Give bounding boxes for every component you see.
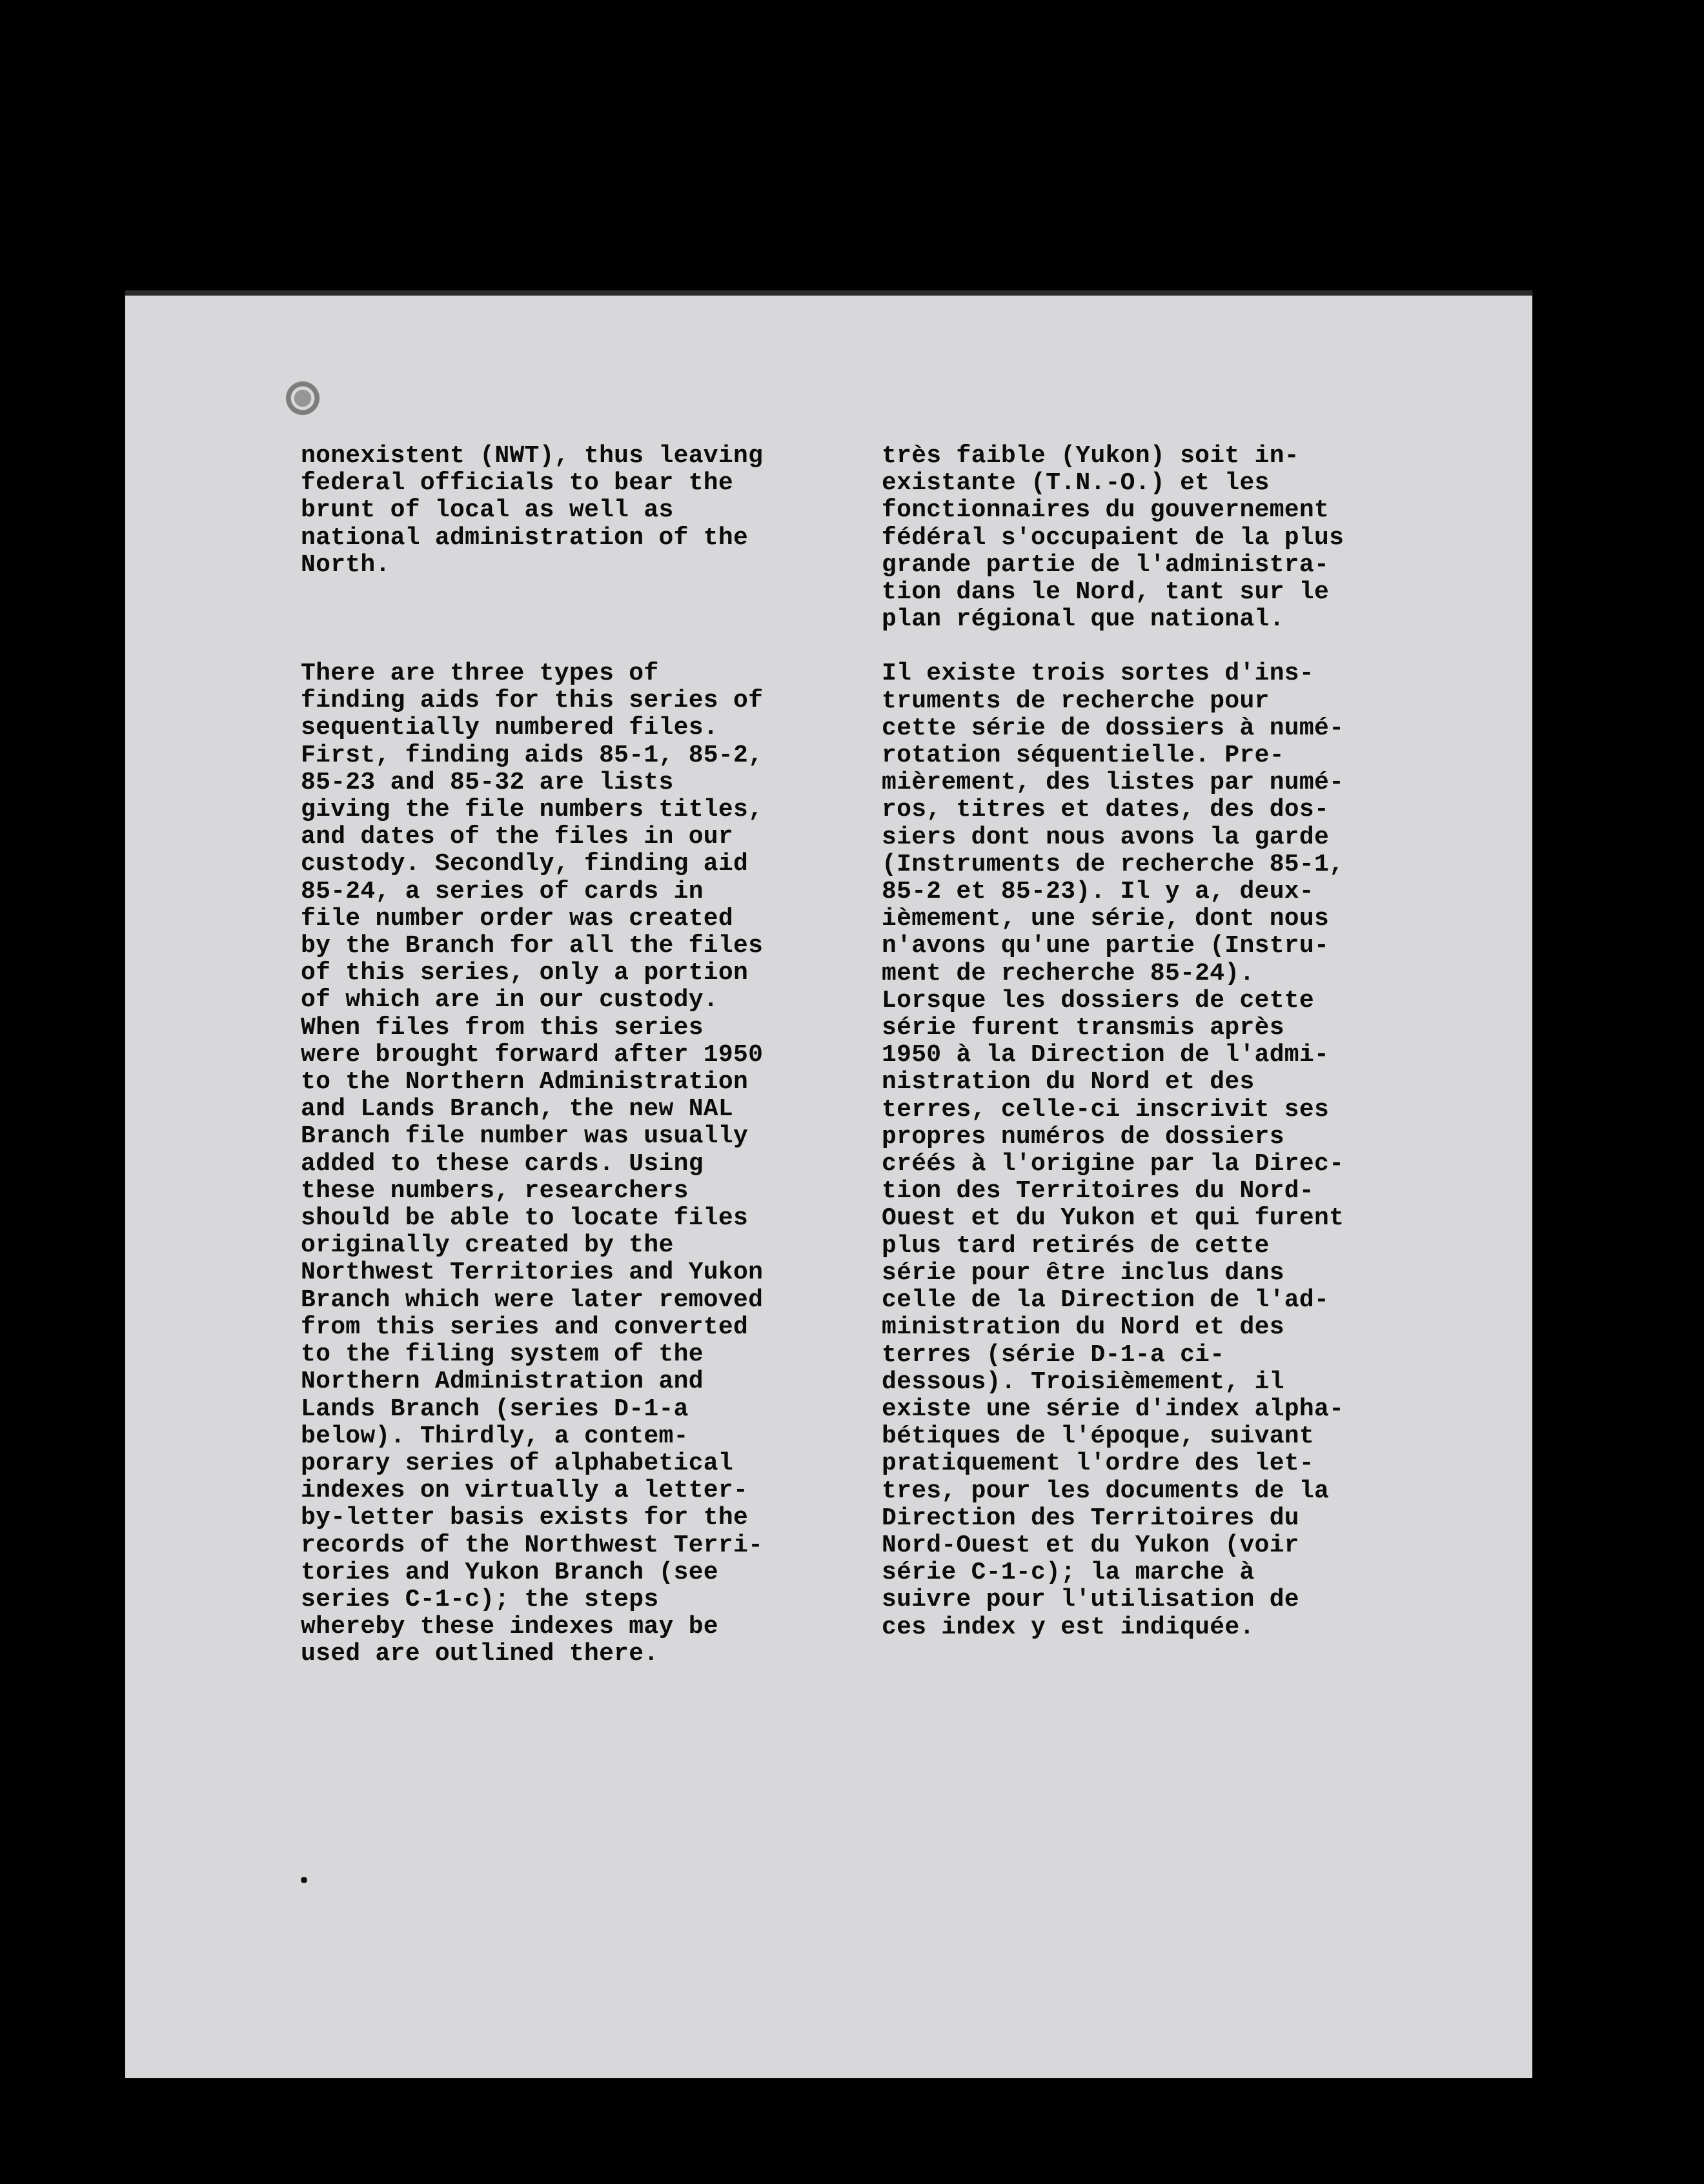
paragraph-gap xyxy=(882,633,1385,660)
french-column xyxy=(882,443,1385,1641)
english-paragraph-2: There are three types of finding aids for this series of sequentially numbered files. First, finding aids 85-1, 85-2, 85-23 and 85-32 are lists giving the file numbers titles, and dates of the files in our custody. Secondly, finding aid 85-24, a series of cards in file number order was created by the Branch for all the files of this series, only a portion of which are in our custody. When files from this series were brought forward after 1950 to the Northern Administration and Lands Branch, the new NAL Branch file number was usually added to these cards. Using these numbers, researchers should be able to locate files originally created by the Northwest Territories and Yukon Branch which were later removed from this series and converted to the filing system of the Northern Administration and Lands Branch (series D-1-a below). Thirdly, a contem- porary series of alphabetical indexes on virtually a letter- by-letter basis exists for the records of the Northwest Terri- tories and Yukon Branch (see series C-1-c); the steps whereby these indexes may be used are outlined there. xyxy=(301,660,764,1668)
english-paragraph-1: nonexistent (NWT), thus leaving federal officials to bear the brunt of local as well as national administration of the North. xyxy=(301,442,764,579)
stray-dot-mark xyxy=(301,1877,307,1883)
punch-hole-mark xyxy=(281,381,324,416)
scanned-page xyxy=(125,290,1532,2078)
paragraph-gap xyxy=(301,579,804,660)
page-top-edge xyxy=(125,290,1532,296)
french-paragraph-1: très faible (Yukon) soit in- existante (T.N.-O.) et les fonctionnaires du gouvernement fédéral s'occupaient de la plus grande partie de l'administra- tion dans le Nord, tant sur le plan régional que national. xyxy=(882,442,1344,634)
english-column xyxy=(301,443,804,1668)
french-paragraph-2: Il existe trois sortes d'ins- truments de recherche pour cette série de dossiers à numé- rotation séquentielle. Pre- mièrement, des listes par numé- ros, titres et dates, des dos- siers dont nous avons la garde (Instruments de recherche 85-1, 85-2 et 85-23). Il y a, deux- ièmement, une série, dont nous n'avons qu'une partie (Instru- ment de recherche 85-24). Lorsque les dossiers de cette série furent transmis après 1950 à la Direction de l'admi- nistration du Nord et des terres, celle-ci inscrivit ses propres numéros de dossiers créés à l'origine par la Direc- tion des Territoires du Nord- Ouest et du Yukon et qui furent plus tard retirés de cette série pour être inclus dans celle de la Direction de l'ad- ministration du Nord et des terres (série D-1-a ci- dessous). Troisièmement, il existe une série d'index alpha- bétiques de l'époque, suivant pratiquement l'ordre des let- tres, pour les documents de la Direction des Territoires du Nord-Ouest et du Yukon (voir série C-1-c); la marche à suivre pour l'utilisation de ces index y est indiquée. xyxy=(882,660,1344,1641)
